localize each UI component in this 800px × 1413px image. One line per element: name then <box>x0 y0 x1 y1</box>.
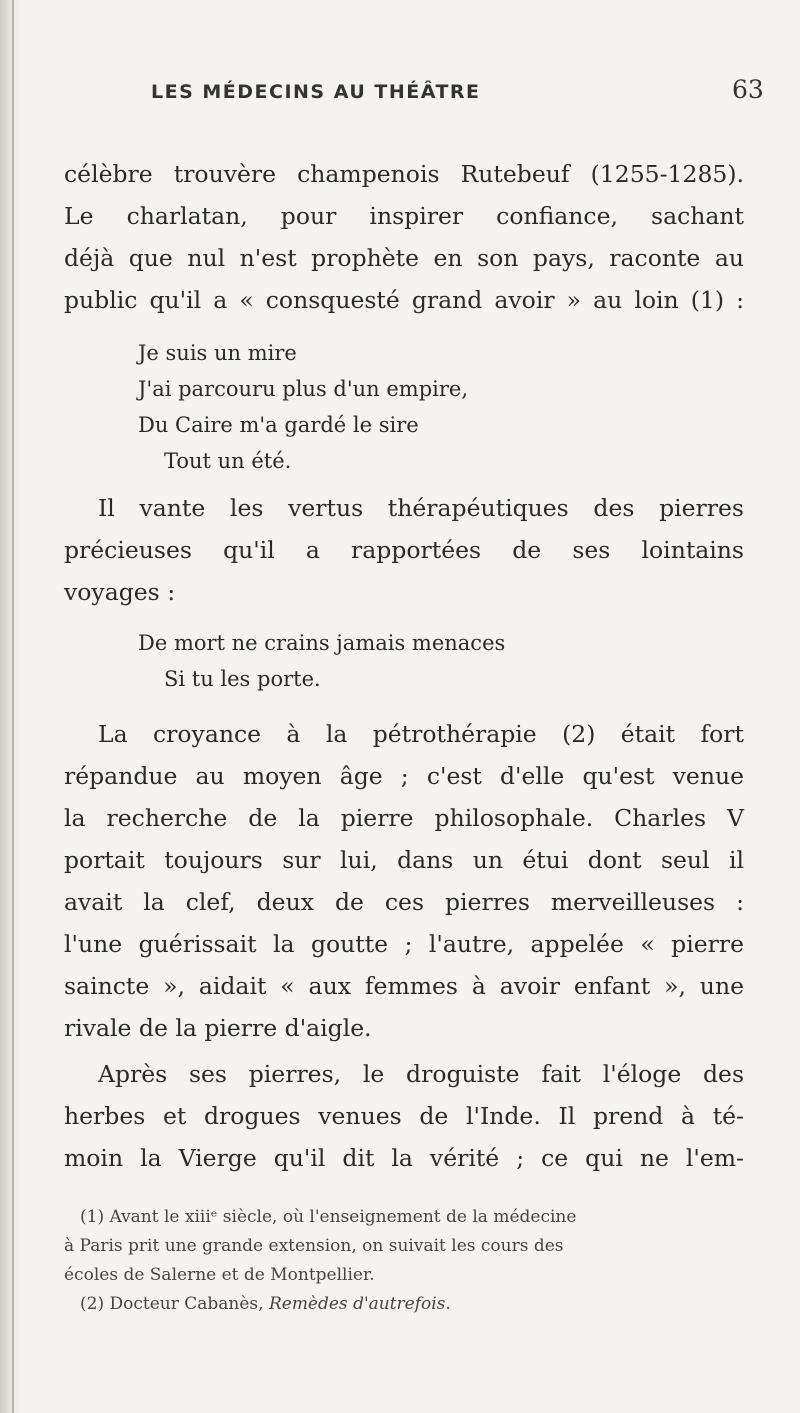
binding-line <box>12 0 14 1413</box>
paragraph-3-line: l'une guérissait la goutte ; l'autre, appelée « pierre <box>64 930 744 958</box>
footnote-2-end: . <box>445 1294 451 1314</box>
footnote-2-book-title: Remèdes d'autrefois <box>268 1294 446 1314</box>
paragraph-3-line: La croyance à la pétrothérapie (2) était fort <box>98 720 744 748</box>
paragraph-4-line: Après ses pierres, le droguiste fait l'éloge des <box>98 1060 744 1088</box>
verse-2-line: Si tu les porte. <box>164 667 321 691</box>
running-head <box>0 75 800 111</box>
paragraph-3-line: répandue au moyen âge ; c'est d'elle qu'est venue <box>64 762 744 790</box>
running-title: LES MÉDECINS AU THÉÂTRE <box>151 81 481 103</box>
page-number: 63 <box>732 75 764 104</box>
paragraph-1-line: célèbre trouvère champenois Rutebeuf (1255-1285). <box>64 160 744 188</box>
paragraph-3-line: rivale de la pierre d'aigle. <box>64 1014 372 1042</box>
binding-shadow <box>0 0 20 1413</box>
paragraph-4-line: moin la Vierge qu'il dit la vérité ; ce qui ne l'em- <box>64 1144 744 1172</box>
paragraph-3-line: avait la clef, deux de ces pierres merveilleuses : <box>64 888 744 916</box>
paragraph-2-line: précieuses qu'il a rapportées de ses lointains <box>64 536 744 564</box>
verse-2-line: De mort ne crains jamais menaces <box>138 631 506 655</box>
paragraph-3-line: saincte », aidait « aux femmes à avoir enfant », une <box>64 972 744 1000</box>
footnote-1-line: à Paris prit une grande extension, on suivait les cours des <box>64 1236 564 1256</box>
paragraph-3-line: portait toujours sur lui, dans un étui dont seul il <box>64 846 744 874</box>
verse-1-line: Tout un été. <box>164 449 292 473</box>
paragraph-1-line: public qu'il a « consquesté grand avoir » au loin (1) : <box>64 286 744 314</box>
paragraph-2-line: voyages : <box>64 578 176 606</box>
footnote-1-line: écoles de Salerne et de Montpellier. <box>64 1265 375 1285</box>
footnote-1-line: (1) Avant le xiiiᵉ siècle, où l'enseignement de la médecine <box>80 1207 577 1227</box>
verse-1-line: Je suis un mire <box>138 341 297 365</box>
verse-1-line: Du Caire m'a gardé le sire <box>138 413 419 437</box>
paragraph-1-line: déjà que nul n'est prophète en son pays, raconte au <box>64 244 744 272</box>
footnote-2 <box>80 1296 744 1313</box>
paragraph-2-line: Il vante les vertus thérapéutiques des pierres <box>98 494 744 522</box>
paragraph-4-line: herbes et drogues venues de l'Inde. Il prend à té- <box>64 1102 744 1130</box>
paragraph-1-line: Le charlatan, pour inspirer confiance, sachant <box>64 202 744 230</box>
paragraph-3-line: la recherche de la pierre philosophale. Charles V <box>64 804 744 832</box>
verse-1-line: J'ai parcouru plus d'un empire, <box>138 377 468 401</box>
footnote-2-author: (2) Docteur Cabanès, <box>80 1294 269 1314</box>
